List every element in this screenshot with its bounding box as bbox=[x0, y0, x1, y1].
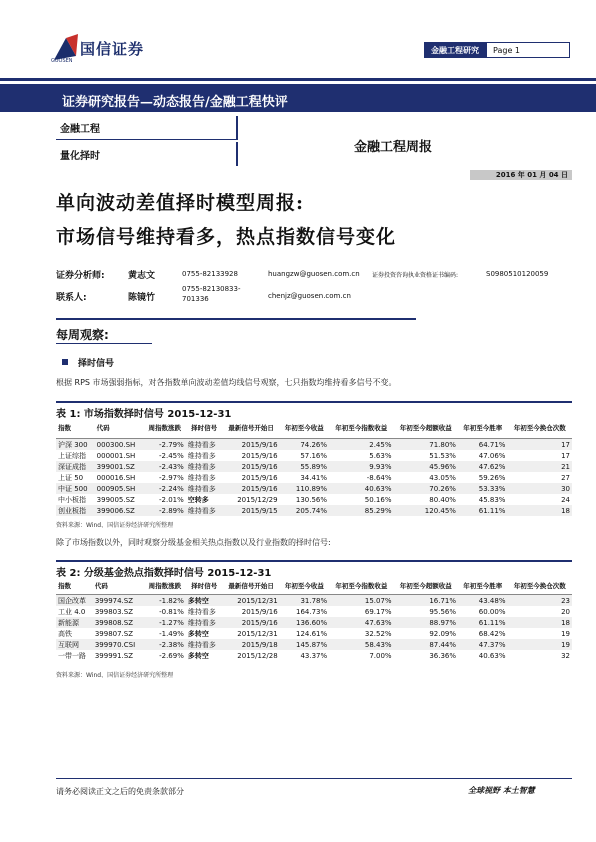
table-cell: 27 bbox=[561, 473, 570, 482]
table-cell: 399970.CSI bbox=[93, 639, 144, 650]
table-row bbox=[56, 461, 572, 472]
table-cell: 2015/9/18 bbox=[223, 639, 280, 650]
table-cell: 2015/9/15 bbox=[223, 505, 280, 516]
column-header: 最新信号开始日 bbox=[223, 578, 280, 595]
column-header: 年初至今超额收益 bbox=[394, 418, 458, 439]
table-cell: 55.89% bbox=[280, 461, 329, 472]
table-cell: 维持看多 bbox=[187, 451, 216, 460]
table-cell: 23 bbox=[508, 595, 573, 607]
table-cell: 145.87% bbox=[280, 639, 329, 650]
column-header: 指数 bbox=[56, 578, 93, 595]
table-row bbox=[56, 505, 572, 516]
table-cell: 2015/9/16 bbox=[223, 483, 280, 494]
table-cell: 互联网 bbox=[56, 639, 93, 650]
contact-role: 联系人: bbox=[56, 293, 87, 303]
table-cell: 31.78% bbox=[280, 595, 329, 607]
table-cell: 30 bbox=[507, 483, 572, 494]
table-cell: 45.83% bbox=[478, 495, 506, 504]
section-heading: 每周观察: bbox=[56, 328, 109, 342]
cert-number: S0980510120059 bbox=[486, 270, 549, 278]
table-cell: 53.33% bbox=[458, 483, 507, 494]
column-header: 代码 bbox=[93, 578, 144, 595]
table-cell: 43.37% bbox=[300, 651, 328, 660]
table-cell: 36.36% bbox=[429, 651, 457, 660]
table-cell: 47.06% bbox=[478, 451, 506, 460]
table-row bbox=[56, 606, 572, 617]
table-cell: 58.43% bbox=[329, 639, 393, 650]
footer-disclaimer: 请务必阅读正文之后的免责条款部分 bbox=[56, 787, 184, 796]
table1-header bbox=[56, 418, 572, 439]
paragraph-1: 根据 RPS 市场强弱指标，对各指数单向波动差值均线信号观察，七只指数均维持看多信号不变。 bbox=[56, 378, 397, 387]
table-cell: 维持看多 bbox=[186, 439, 223, 451]
contact-phone: 0755-82130833-701336 bbox=[182, 285, 241, 303]
table-cell: 399974.SZ bbox=[93, 595, 144, 607]
table-cell: 74.26% bbox=[280, 439, 329, 451]
analyst-email: huangzw@guosen.com.cn bbox=[268, 270, 360, 278]
report-title-line2: 市场信号维持看多，热点指数信号变化 bbox=[56, 226, 397, 248]
table-cell: 80.40% bbox=[429, 495, 456, 504]
table-cell: 19 bbox=[561, 629, 570, 638]
table-cell: 120.45% bbox=[394, 505, 458, 516]
table-cell: 19 bbox=[508, 639, 573, 650]
table-cell: 中小板指 bbox=[58, 495, 86, 504]
table-cell: 136.60% bbox=[280, 617, 329, 628]
column-header: 代码 bbox=[95, 418, 144, 439]
table-cell: -1.82% bbox=[144, 595, 186, 607]
table-row bbox=[56, 483, 572, 494]
table-cell: 50.16% bbox=[364, 495, 392, 504]
table-cell: 32.52% bbox=[364, 629, 392, 638]
table-cell: 维持看多 bbox=[186, 461, 223, 472]
table-cell: 17 bbox=[561, 451, 570, 460]
table-cell: 130.56% bbox=[295, 495, 328, 504]
table-cell: 20 bbox=[561, 607, 570, 616]
table-cell: 399807.SZ bbox=[94, 629, 134, 638]
table-cell: 工业 4.0 bbox=[58, 607, 86, 616]
table-cell: -2.45% bbox=[159, 451, 184, 460]
table-cell: 中证 500 bbox=[56, 483, 95, 494]
table-cell: 新能源 bbox=[56, 617, 93, 628]
table-cell: 47.62% bbox=[458, 461, 507, 472]
table-cell: 399803.SZ bbox=[94, 607, 134, 616]
column-header: 年初至今换仓次数 bbox=[508, 578, 573, 595]
table2-source: 资料来源：Wind、国信证券经济研究所整理 bbox=[56, 672, 174, 679]
table-cell: 多转空 bbox=[187, 629, 209, 638]
cert-label: 证券投资咨询执业资格证书编码: bbox=[372, 272, 459, 279]
table-cell: 2015/12/29 bbox=[237, 495, 278, 504]
table-row bbox=[56, 595, 572, 607]
table-cell: 维持看多 bbox=[187, 607, 216, 616]
table-cell: 88.97% bbox=[394, 617, 458, 628]
table-cell: 51.53% bbox=[429, 451, 456, 460]
table1-source: 资料来源：Wind、国信证券经济研究所整理 bbox=[56, 522, 174, 529]
column-header: 周指数涨跌 bbox=[144, 578, 186, 595]
column-header: 年初至今收益 bbox=[280, 418, 329, 439]
table-cell: 维持看多 bbox=[186, 483, 223, 494]
table-cell: -0.81% bbox=[159, 607, 184, 616]
table-row bbox=[56, 450, 572, 461]
table-cell: 69.17% bbox=[364, 607, 392, 616]
table-cell: 15.07% bbox=[329, 595, 393, 607]
table-cell: 399006.SZ bbox=[95, 505, 144, 516]
column-header: 择时信号 bbox=[186, 578, 223, 595]
table-cell: -2.38% bbox=[144, 639, 186, 650]
column-header: 年初至今指数收益 bbox=[329, 418, 393, 439]
table-cell: 124.61% bbox=[295, 629, 328, 638]
table-cell: -1.27% bbox=[144, 617, 186, 628]
table-cell: 9.93% bbox=[329, 461, 393, 472]
table-cell: 沪深 300 bbox=[56, 439, 95, 451]
table-cell: 2015/9/16 bbox=[223, 461, 280, 472]
category-secondary: 量化择时 bbox=[56, 142, 238, 166]
column-header: 年初至今超额收益 bbox=[394, 578, 458, 595]
table-cell: 2015/12/31 bbox=[223, 595, 280, 607]
table2 bbox=[56, 578, 572, 661]
column-header: 年初至今换仓次数 bbox=[507, 418, 572, 439]
table-cell: 399001.SZ bbox=[95, 461, 144, 472]
table-cell: 110.89% bbox=[280, 483, 329, 494]
table-cell: 国企改革 bbox=[56, 595, 93, 607]
table-cell: 40.63% bbox=[478, 651, 506, 660]
table-cell: 维持看多 bbox=[187, 473, 216, 482]
table1-title: 表 1: 市场指数择时信号 2015-12-31 bbox=[56, 401, 572, 420]
bullet-square-icon bbox=[62, 359, 68, 365]
table-cell: 深证成指 bbox=[56, 461, 95, 472]
table-cell: 上证综指 bbox=[58, 451, 86, 460]
table-cell: 92.09% bbox=[429, 629, 457, 638]
table-cell: 21 bbox=[507, 461, 572, 472]
table-row bbox=[56, 472, 572, 483]
table1 bbox=[56, 418, 572, 516]
table-cell: 多转空 bbox=[187, 651, 209, 660]
table-cell: 2015/12/31 bbox=[237, 629, 278, 638]
analyst-role: 证券分析师: bbox=[56, 271, 105, 281]
table-cell: 创业板指 bbox=[56, 505, 95, 516]
table-cell: 40.63% bbox=[329, 483, 393, 494]
table-cell: -2.97% bbox=[159, 473, 184, 482]
column-header: 年初至今指数收益 bbox=[329, 578, 393, 595]
subsection-title: 择时信号 bbox=[78, 359, 115, 369]
analyst-name: 黄志文 bbox=[128, 271, 156, 281]
table-cell: 43.48% bbox=[458, 595, 507, 607]
table-cell: 16.71% bbox=[394, 595, 458, 607]
table-cell: -2.69% bbox=[159, 651, 184, 660]
table-cell: 47.63% bbox=[329, 617, 393, 628]
table-cell: 399005.SZ bbox=[96, 495, 135, 504]
table-cell: -1.49% bbox=[159, 629, 184, 638]
footer-slogan: 全球视野 本土智慧 bbox=[468, 786, 535, 795]
table-cell: 000905.SH bbox=[95, 483, 144, 494]
table-cell: -8.64% bbox=[366, 473, 392, 482]
table-cell: 5.63% bbox=[369, 451, 392, 460]
table-cell: 18 bbox=[508, 617, 573, 628]
table-cell: 24 bbox=[561, 495, 570, 504]
table-cell: -2.43% bbox=[144, 461, 186, 472]
table-cell: 59.26% bbox=[478, 473, 506, 482]
column-header: 择时信号 bbox=[186, 418, 223, 439]
table-cell: 61.11% bbox=[458, 505, 507, 516]
table-cell: -2.89% bbox=[144, 505, 186, 516]
table-cell: 2015/9/16 bbox=[223, 439, 280, 451]
heading-underline bbox=[56, 343, 152, 344]
banner-title: 证券研究报告—动态报告/金融工程快评 bbox=[62, 95, 288, 110]
table-cell: 70.26% bbox=[394, 483, 458, 494]
table-cell: 60.00% bbox=[478, 607, 506, 616]
weekly-label: 金融工程周报 bbox=[354, 140, 433, 155]
column-header: 年初至今胜率 bbox=[458, 578, 507, 595]
header-rule bbox=[0, 78, 596, 81]
table-row bbox=[56, 494, 572, 505]
table-row bbox=[56, 617, 572, 628]
table-cell: 47.37% bbox=[458, 639, 507, 650]
report-title-line1: 单向波动差值择时模型周报: bbox=[56, 192, 305, 214]
contact-name: 陈镜竹 bbox=[128, 293, 156, 303]
table-cell: 000300.SH bbox=[95, 439, 144, 451]
table-cell: 57.16% bbox=[300, 451, 328, 460]
analyst-phone: 0755-82133928 bbox=[182, 270, 238, 278]
contact-email: chenjz@guosen.com.cn bbox=[268, 292, 351, 300]
table-cell: 32 bbox=[561, 651, 570, 660]
table-cell: 2015/9/16 bbox=[223, 617, 280, 628]
column-header: 周指数涨跌 bbox=[144, 418, 186, 439]
table-row bbox=[56, 628, 572, 639]
table-cell: 164.73% bbox=[295, 607, 328, 616]
table-cell: 61.11% bbox=[458, 617, 507, 628]
table-cell: 2015/9/16 bbox=[241, 607, 278, 616]
brand-name: 国信证券 bbox=[80, 40, 145, 58]
table-cell: 85.29% bbox=[329, 505, 393, 516]
table-cell: 维持看多 bbox=[186, 617, 223, 628]
table-cell: 维持看多 bbox=[186, 505, 223, 516]
table-cell: 205.74% bbox=[280, 505, 329, 516]
table-cell: -2.01% bbox=[159, 495, 184, 504]
table2-title: 表 2: 分级基金热点指数择时信号 2015-12-31 bbox=[56, 560, 572, 579]
column-header: 指数 bbox=[56, 418, 95, 439]
table-cell: 2015/9/16 bbox=[241, 451, 278, 460]
table-cell: 2.45% bbox=[329, 439, 393, 451]
report-type: 金融工程研究 bbox=[424, 42, 486, 58]
page-number: Page 1 bbox=[486, 42, 570, 58]
table-cell: 95.56% bbox=[429, 607, 457, 616]
table-cell: 45.96% bbox=[394, 461, 458, 472]
table-cell: 34.41% bbox=[300, 473, 328, 482]
table-row bbox=[56, 650, 572, 661]
section-rule bbox=[56, 318, 416, 320]
column-header: 最新信号开始日 bbox=[223, 418, 280, 439]
table-cell: 68.42% bbox=[478, 629, 506, 638]
column-header: 年初至今收益 bbox=[280, 578, 329, 595]
report-date: 2016 年 01 月 04 日 bbox=[470, 170, 572, 180]
table-cell: -2.24% bbox=[144, 483, 186, 494]
table-cell: 空转多 bbox=[187, 495, 209, 504]
table-cell: 43.05% bbox=[429, 473, 456, 482]
header-box bbox=[424, 42, 570, 58]
table-cell: 399808.SZ bbox=[93, 617, 144, 628]
table-cell: 71.80% bbox=[394, 439, 458, 451]
table-row bbox=[56, 439, 572, 451]
table-cell: 维持看多 bbox=[186, 639, 223, 650]
table-cell: 上证 50 bbox=[58, 473, 84, 482]
table-cell: 87.44% bbox=[394, 639, 458, 650]
table-cell: 64.71% bbox=[458, 439, 507, 451]
table-cell: 000016.SH bbox=[96, 473, 136, 482]
table-cell: 399991.SZ bbox=[94, 651, 134, 660]
table-row bbox=[56, 639, 572, 650]
table-cell: 18 bbox=[507, 505, 572, 516]
table-cell: 一带一路 bbox=[58, 651, 86, 660]
paragraph-2: 除了市场指数以外，同时观察分级基金相关热点指数以及行业指数的择时信号: bbox=[56, 538, 331, 547]
category-primary: 金融工程 bbox=[56, 116, 238, 140]
table-cell: 多转空 bbox=[186, 595, 223, 607]
table-cell: 7.00% bbox=[369, 651, 392, 660]
table-cell: 2015/9/16 bbox=[241, 473, 278, 482]
footer-rule bbox=[56, 778, 572, 779]
table2-header bbox=[56, 578, 572, 595]
table-cell: 000001.SH bbox=[96, 451, 136, 460]
column-header: 年初至今胜率 bbox=[458, 418, 507, 439]
table-cell: 2015/12/28 bbox=[237, 651, 278, 660]
table-cell: -2.79% bbox=[144, 439, 186, 451]
table-cell: 高铁 bbox=[58, 629, 72, 638]
table-cell: 17 bbox=[507, 439, 572, 451]
brand-name-en: GUOSEN bbox=[51, 58, 73, 64]
